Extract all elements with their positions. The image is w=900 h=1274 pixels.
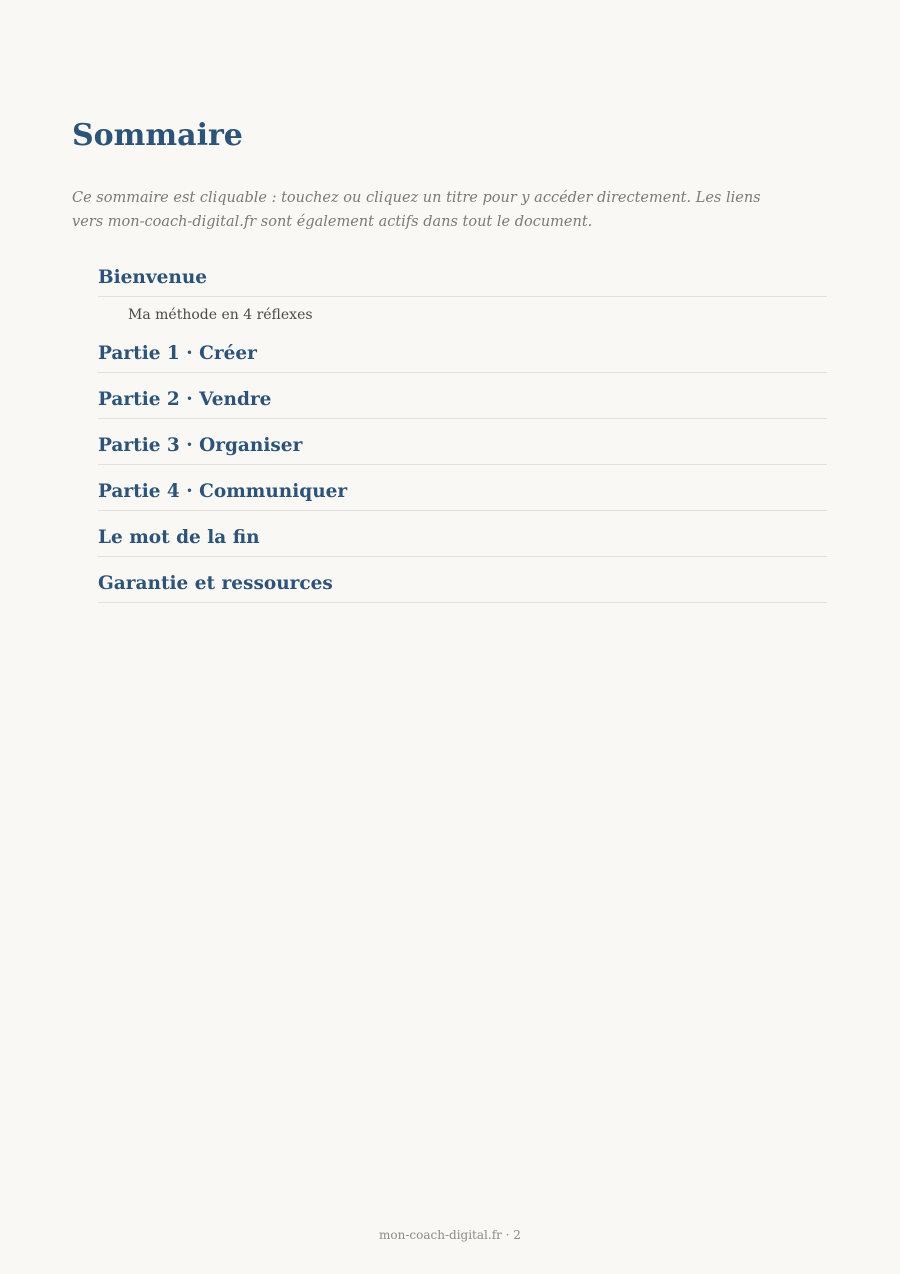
toc-link-label: Le mot de la fin bbox=[98, 527, 260, 548]
toc-link-garantie[interactable] bbox=[98, 565, 827, 603]
toc-link-label: Bienvenue bbox=[98, 267, 208, 288]
page-footer: mon-coach-digital.fr · 2 bbox=[379, 1228, 521, 1242]
toc-link-label: Partie 2 · Vendre bbox=[98, 389, 272, 410]
toc-link-label: Partie 3 · Organiser bbox=[98, 435, 303, 456]
toc-link-label: Garantie et ressources bbox=[98, 573, 333, 594]
toc-link-label: Partie 4 · Communiquer bbox=[98, 481, 348, 502]
page-title: Sommaire bbox=[72, 118, 243, 153]
toc-link-mot-de-la-fin[interactable] bbox=[98, 519, 827, 557]
toc-link-label: Partie 1 · Créer bbox=[98, 343, 257, 364]
toc-link-partie-3[interactable] bbox=[98, 427, 827, 465]
toc-link-partie-2[interactable] bbox=[98, 381, 827, 419]
toc-link-partie-4[interactable] bbox=[98, 473, 827, 511]
table-of-contents bbox=[98, 259, 827, 611]
toc-link-bienvenue[interactable] bbox=[98, 259, 827, 297]
intro-text: Ce sommaire est cliquable : touchez ou cliquez un titre pour y accéder directement. Les liens vers mon-coach-digital.fr sont également actifs dans tout le document. bbox=[72, 190, 761, 230]
toc-link-partie-1[interactable] bbox=[98, 335, 827, 373]
toc-sublink-methode[interactable]: Ma méthode en 4 réflexes bbox=[128, 307, 313, 323]
